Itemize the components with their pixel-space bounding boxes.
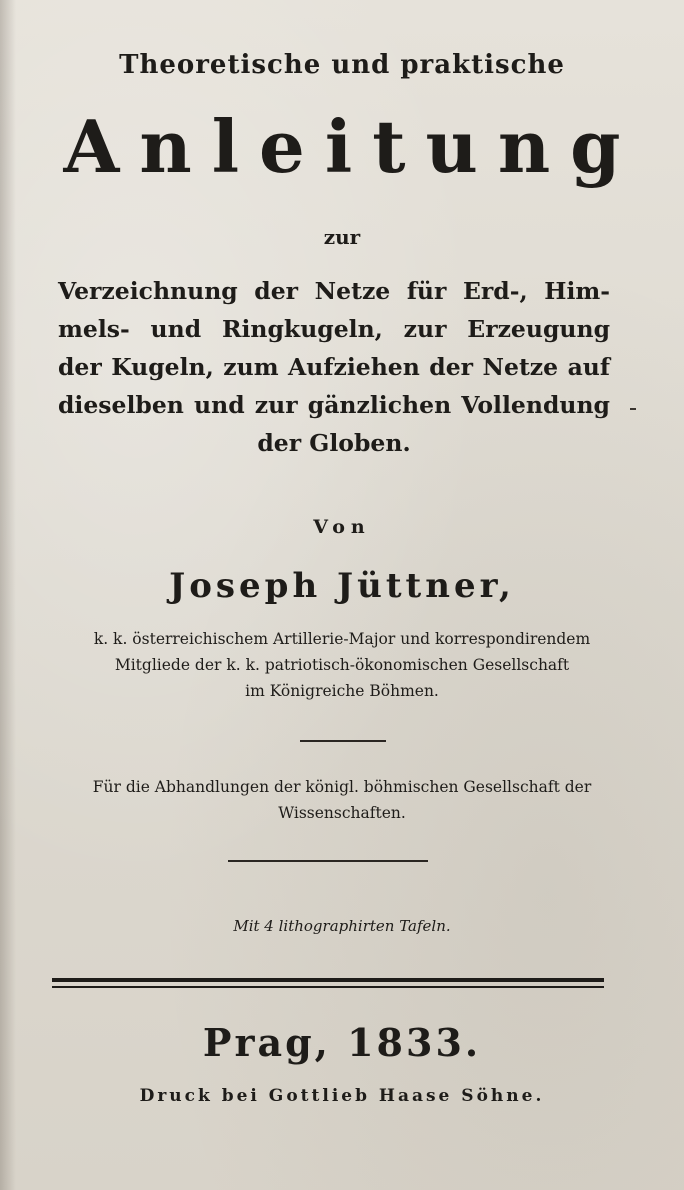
plates-note: Mit 4 lithographirten Tafeln. (233, 917, 451, 935)
imprint: Prag, 1833. (202, 1020, 482, 1065)
description-line-4: dieselben und zur gänzlichen Vollendung (58, 391, 610, 419)
publication-line-1: Für die Abhandlungen der königl. böhmischen Gesellschaft der (92, 778, 592, 796)
double-rule-thin (52, 986, 604, 988)
by-label: Von (313, 516, 371, 538)
preposition: zur (323, 225, 361, 249)
main-title: Anleitung (63, 104, 641, 189)
printer: Druck bei Gottlieb Haase Söhne. (139, 1086, 545, 1106)
divider-medium (228, 860, 428, 862)
description-line-5: der Globen. (257, 429, 411, 457)
description-line-1: Verzeichnung der Netze für Erd-, Him- (58, 277, 610, 305)
affiliation-line-2: Mitgliede der k. k. patriotisch-ökonomischen Gesellschaft (114, 656, 570, 674)
affiliation-line-3: im Königreiche Böhmen. (245, 682, 439, 700)
affiliation-line-1: k. k. österreichischem Artillerie-Major und korrespondirendem (93, 630, 591, 648)
description-line-3: der Kugeln, zum Aufziehen der Netze auf (58, 353, 610, 381)
author-name: Joseph Jüttner, (169, 566, 515, 606)
publication-line-2: Wissenschaften. (278, 804, 406, 822)
divider-short (300, 740, 386, 742)
subtitle: Theoretische und praktische (119, 50, 565, 80)
margin-mark (630, 408, 636, 410)
double-rule (52, 976, 604, 992)
double-rule-thick (52, 978, 604, 982)
description-line-2: mels- und Ringkugeln, zur Erzeugung (58, 315, 610, 343)
